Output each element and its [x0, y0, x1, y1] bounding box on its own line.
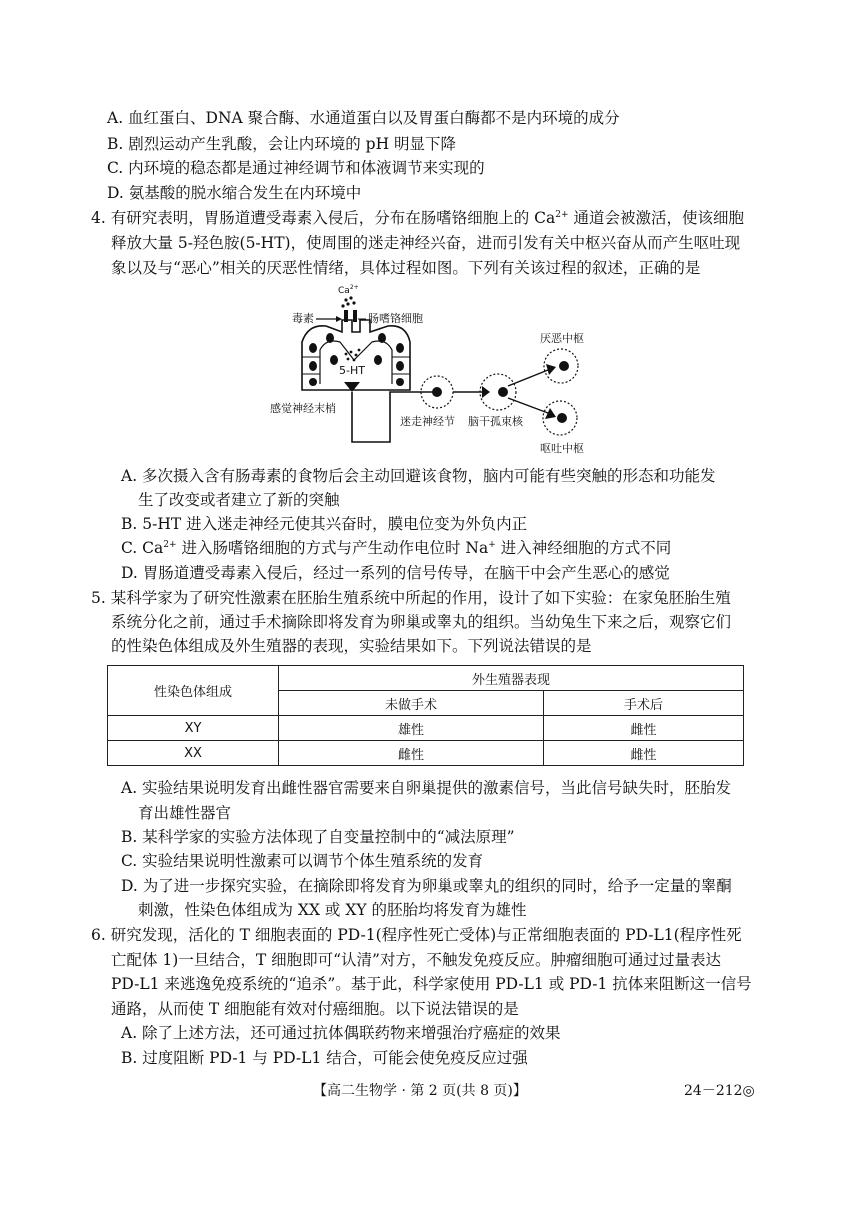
fig-5ht-label: 5-HT	[339, 364, 365, 377]
q4-pathway-figure	[260, 282, 600, 462]
page-code: 24－212◎	[684, 1083, 755, 1099]
q6-stem-line1: 6. 研究发现，活化的 T 细胞表面的 PD-1(程序性死亡受体)与正常细胞表面的 PD-L1(程序性死	[91, 926, 742, 944]
q5-option-b: B. 某科学家的实验方法体现了自变量控制中的“减法原理”	[121, 828, 515, 846]
q4-option-a-line2: 生了改变或者建立了新的突触	[138, 491, 340, 509]
q5-results-table	[107, 665, 744, 766]
cell-after-surgery: 雌性	[543, 716, 743, 741]
q6-option-a: A. 除了上述方法，还可通过抗体偶联药物来增强治疗癌症的效果	[121, 1024, 561, 1042]
q3-option-a: A. 血红蛋白、DNA 聚合酶、水通道蛋白以及胃蛋白酶都不是内环境的成分	[107, 109, 620, 127]
fig-vagal-ganglion-label: 迷走神经节	[400, 415, 455, 428]
q3-option-b: B. 剧烈运动产生乳酸，会让内环境的 pH 明显下降	[107, 135, 457, 153]
q6-stem-line2: 亡配体 1)一旦结合，T 细胞即可“认清”对方，不触发免疫反应。肿瘤细胞可通过过量表达	[111, 951, 721, 969]
cell-karyotype: XY	[108, 716, 279, 741]
q4-option-b: B. 5-HT 进入迷走神经元使其兴奋时，膜电位变为外负内正	[121, 515, 528, 533]
q4-option-a-line1: A. 多次摄入含有肠毒素的食物后会主动回避该食物，脑内可能有些突触的形态和功能发	[121, 467, 716, 485]
cell-after-surgery: 雌性	[543, 741, 743, 766]
q4-stem-line2: 释放大量 5-羟色胺(5-HT)，使周围的迷走神经兴奋，进而引发有关中枢兴奋从而产生呕吐现	[111, 234, 741, 252]
fig-brainstem-label: 脑干孤束核	[468, 415, 523, 428]
q5-stem-line2: 系统分化之前，通过手术摘除即将发育为卵巢或睾丸的组织。当幼兔生下来之后，观察它们	[111, 613, 732, 631]
q4-option-d: D. 胃肠道遭受毒素入侵后，经过一系列的信号传导，在脑干中会产生恶心的感觉	[121, 564, 670, 582]
q6-stem-line3: PD-L1 来逃逸免疫系统的“追杀”。基于此，科学家使用 PD-L1 或 PD-1 抗体来阻断这一信号	[111, 975, 752, 993]
q5-option-d-line1: D. 为了进一步探究实验，在摘除即将发育为卵巢或睾丸的组织的同时，给予一定量的睾酮	[121, 877, 732, 895]
fig-vomit-label: 呕吐中枢	[540, 442, 584, 455]
q3-option-d: D. 氨基酸的脱水缩合发生在内环境中	[107, 184, 362, 202]
q4-stem-line1: 4. 有研究表明，胃肠道遭受毒素入侵后，分布在肠嗜铬细胞上的 $Ca^{2+}$ 通道会被激活，使该细胞	[91, 209, 744, 227]
table-row	[108, 741, 744, 766]
cell-no-surgery: 雌性	[279, 741, 544, 766]
fig-ca-label: $Ca^{2+}$	[338, 284, 359, 296]
page-footer-label: 【高二生物学 · 第 2 页(共 8 页)】	[313, 1083, 527, 1099]
fig-ec-cell-label: 肠嗜铬细胞	[368, 312, 423, 325]
fig-aversion-label: 厌恶中枢	[540, 332, 584, 345]
fig-toxin-label: 毒素	[292, 312, 314, 325]
q5-option-a-line1: A. 实验结果说明发育出雌性器官需要来自卵巢提供的激素信号，当此信号缺失时，胚胎发	[121, 779, 732, 797]
table-header-after-surgery: 手术后	[543, 691, 743, 716]
q6-stem-line4: 通路，从而使 T 细胞能有效对付癌细胞。以下说法错误的是	[111, 1000, 519, 1018]
q5-option-c: C. 实验结果说明性激素可以调节个体生殖系统的发育	[121, 852, 484, 870]
circle-mark-icon: ◎	[742, 1083, 755, 1099]
q5-option-a-line2: 育出雄性器官	[138, 804, 232, 822]
q6-option-b: B. 过度阻断 PD-1 与 PD-L1 结合，可能会使免疫反应过强	[121, 1049, 528, 1067]
cell-no-surgery: 雄性	[279, 716, 544, 741]
fig-sensory-ending-label: 感觉神经末梢	[270, 402, 336, 415]
q4-option-c: C. $Ca^{2+}$ 进入肠嗜铬细胞的方式与产生动作电位时 Na+ 进入神经细胞的方式不同	[121, 539, 672, 557]
q4-stem-line3: 象以及与“恶心”相关的厌恶性情绪，具体过程如图。下列有关该过程的叙述，正确的是	[111, 259, 701, 277]
q5-stem-line1: 5. 某科学家为了研究性激素在胚胎生殖系统中所起的作用，设计了如下实验：在家兔胚胎生殖	[91, 589, 731, 607]
table-row	[108, 716, 744, 741]
q5-stem-line3: 的性染色体组成及外生殖器的表现，实验结果如下。下列说法错误的是	[111, 637, 592, 655]
table-header-karyotype: 性染色体组成	[108, 666, 279, 716]
q3-option-c: C. 内环境的稳态都是通过神经调节和体液调节来实现的	[107, 159, 485, 177]
table-header-no-surgery: 未做手术	[279, 691, 544, 716]
cell-karyotype: XX	[108, 741, 279, 766]
table-header-genitalia: 外生殖器表现	[279, 666, 744, 691]
q5-option-d-line2: 刺激，性染色体组成为 XX 或 XY 的胚胎均将发育为雄性	[138, 901, 527, 919]
